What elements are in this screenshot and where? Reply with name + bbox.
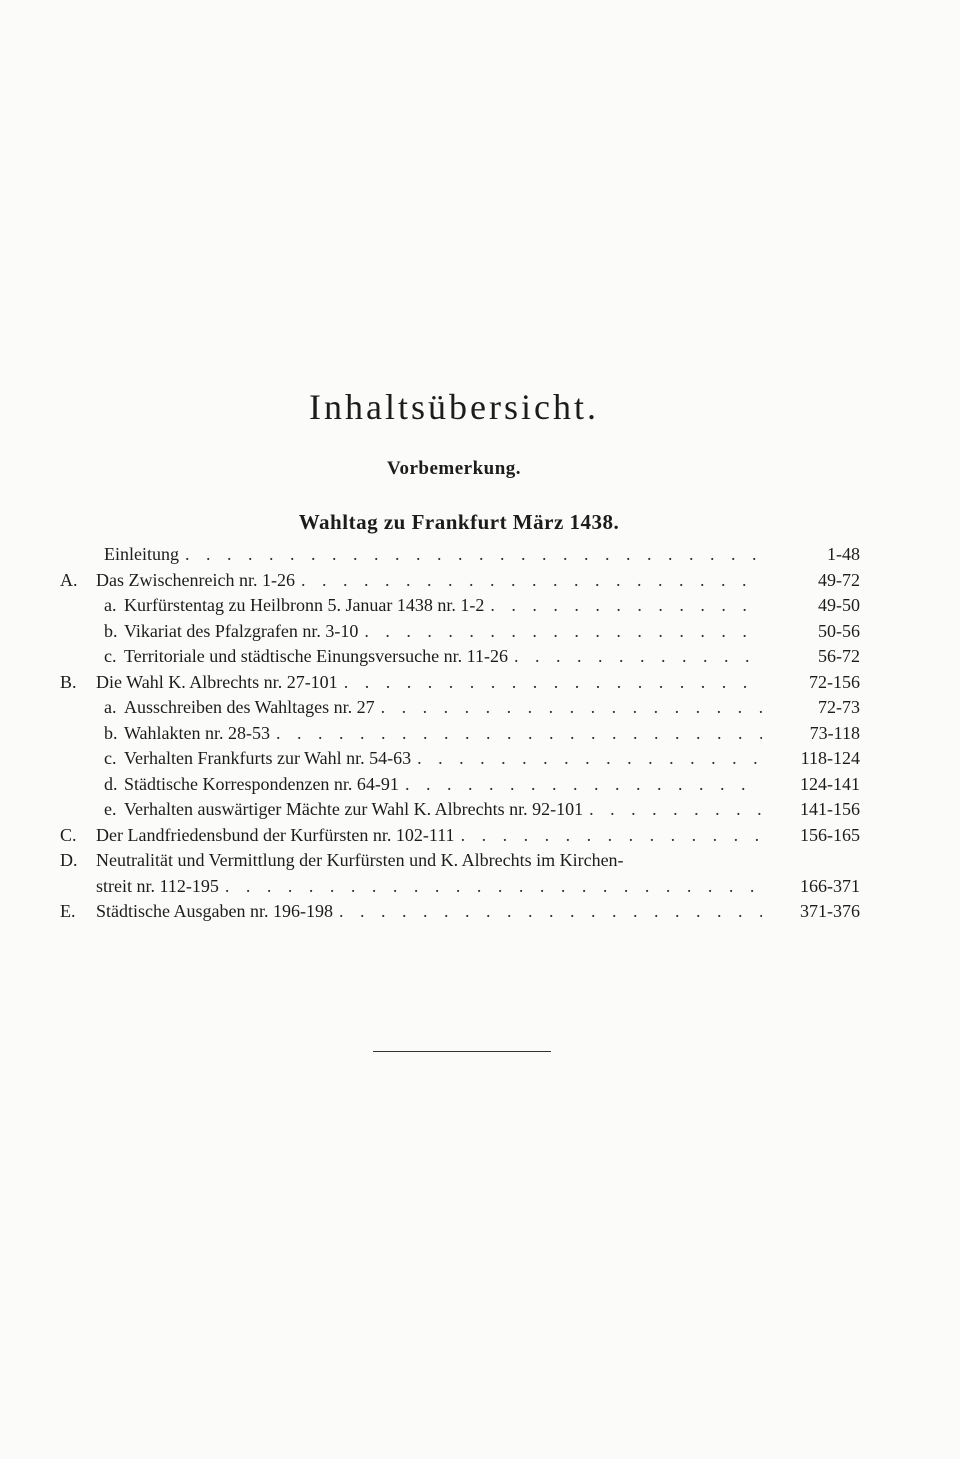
toc-entry-pages: 371-376: [800, 901, 860, 921]
toc-entry-text: Städtische Ausgaben nr. 196-198: [96, 901, 333, 921]
toc-entry-pages: 49-72: [818, 569, 860, 590]
toc-row: [60, 723, 860, 749]
toc-entry-text: Verhalten Frankfurts zur Wahl nr. 54-63: [124, 748, 412, 768]
toc-entry-pages: 118-124: [800, 748, 860, 768]
leader-dots: [490, 595, 762, 616]
toc-entry-text: Das Zwischenreich nr. 1-26: [96, 569, 295, 590]
leader-dots: [344, 672, 762, 693]
toc-entry-text: Wahlakten nr. 28-53: [124, 722, 271, 743]
toc-entry-text: Die Wahl K. Albrechts nr. 27-101: [96, 671, 338, 692]
toc-entry-letter: c.: [104, 646, 117, 666]
toc-row: [60, 646, 860, 672]
leader-dots: [417, 748, 762, 769]
toc-entry-letter: a.: [104, 595, 117, 615]
toc-entry-letter: d.: [104, 773, 118, 794]
toc-entry-pages: 72-156: [809, 671, 860, 692]
leader-dots: [589, 799, 762, 820]
leader-dots: [276, 723, 762, 744]
toc-row: [60, 748, 860, 774]
toc-entry-text: Vikariat des Pfalzgrafen nr. 3-10: [124, 620, 359, 641]
section-heading: Wahltag zu Frankfurt März 1438.: [298, 510, 620, 534]
toc-row: [60, 697, 860, 723]
toc-entry-letter: b.: [104, 620, 118, 641]
table-of-contents: [60, 544, 860, 927]
preface-heading: Vorbemerkung.: [386, 458, 522, 479]
page-title: Inhaltsübersicht.: [309, 387, 599, 427]
toc-entry-pages: 124-141: [800, 773, 860, 794]
toc-entry-letter: E.: [60, 901, 76, 921]
toc-row: [60, 595, 860, 621]
toc-entry-text: Einleitung: [104, 544, 179, 564]
toc-row: [60, 901, 860, 927]
toc-row: [60, 774, 860, 800]
toc-entry-letter: e.: [104, 799, 117, 819]
toc-row: [60, 825, 860, 851]
toc-row: [60, 544, 860, 570]
toc-row: [60, 672, 860, 698]
toc-entry-text: Territoriale und städtische Einungsversuche nr. 11-26: [124, 646, 508, 666]
toc-entry-letter: a.: [104, 697, 117, 717]
toc-entry-pages: 56-72: [818, 646, 860, 666]
section-divider: [373, 1051, 551, 1052]
toc-row: [60, 621, 860, 647]
leader-dots: [381, 697, 762, 718]
toc-entry-pages: 166-371: [800, 875, 860, 896]
toc-row: [60, 850, 860, 876]
toc-entry-pages: 141-156: [800, 799, 860, 819]
toc-entry-pages: 49-50: [818, 595, 860, 615]
leader-dots: [405, 774, 762, 795]
leader-dots: [185, 544, 762, 565]
leader-dots: [461, 825, 762, 846]
toc-entry-letter: c.: [104, 748, 117, 768]
toc-entry-text: Verhalten auswärtiger Mächte zur Wahl K. Albrechts nr. 92-101: [124, 799, 584, 819]
toc-entry-text: Neutralität und Vermittlung der Kurfürsten und K. Albrechts im Kirchen-: [96, 850, 624, 870]
toc-entry-pages: 72-73: [818, 697, 860, 717]
toc-entry-pages: 73-118: [809, 722, 860, 743]
toc-entry-letter: b.: [104, 722, 118, 743]
leader-dots: [514, 646, 762, 667]
toc-entry-letter: C.: [60, 824, 77, 845]
toc-entry-text: Der Landfriedensbund der Kurfürsten nr. 102-111: [96, 824, 455, 845]
leader-dots: [364, 621, 762, 642]
toc-entry-text: Kurfürstentag zu Heilbronn 5. Januar 1438 nr. 1-2: [124, 595, 485, 615]
toc-entry-text: Städtische Korrespondenzen nr. 64-91: [124, 773, 399, 794]
leader-dots: [301, 570, 762, 591]
toc-entry-letter: B.: [60, 671, 77, 692]
toc-row: [60, 876, 860, 902]
toc-entry-letter: D.: [60, 850, 78, 870]
leader-dots: [339, 901, 762, 922]
leader-dots: [225, 876, 762, 897]
toc-entry-pages: 156-165: [800, 824, 860, 845]
toc-entry-pages: 50-56: [818, 620, 860, 641]
toc-entry-text: Ausschreiben des Wahltages nr. 27: [124, 697, 375, 717]
toc-entry-pages: 1-48: [827, 544, 860, 564]
toc-row: [60, 799, 860, 825]
toc-entry-text: streit nr. 112-195: [96, 875, 219, 896]
toc-entry-letter: A.: [60, 569, 78, 590]
toc-row: [60, 570, 860, 596]
